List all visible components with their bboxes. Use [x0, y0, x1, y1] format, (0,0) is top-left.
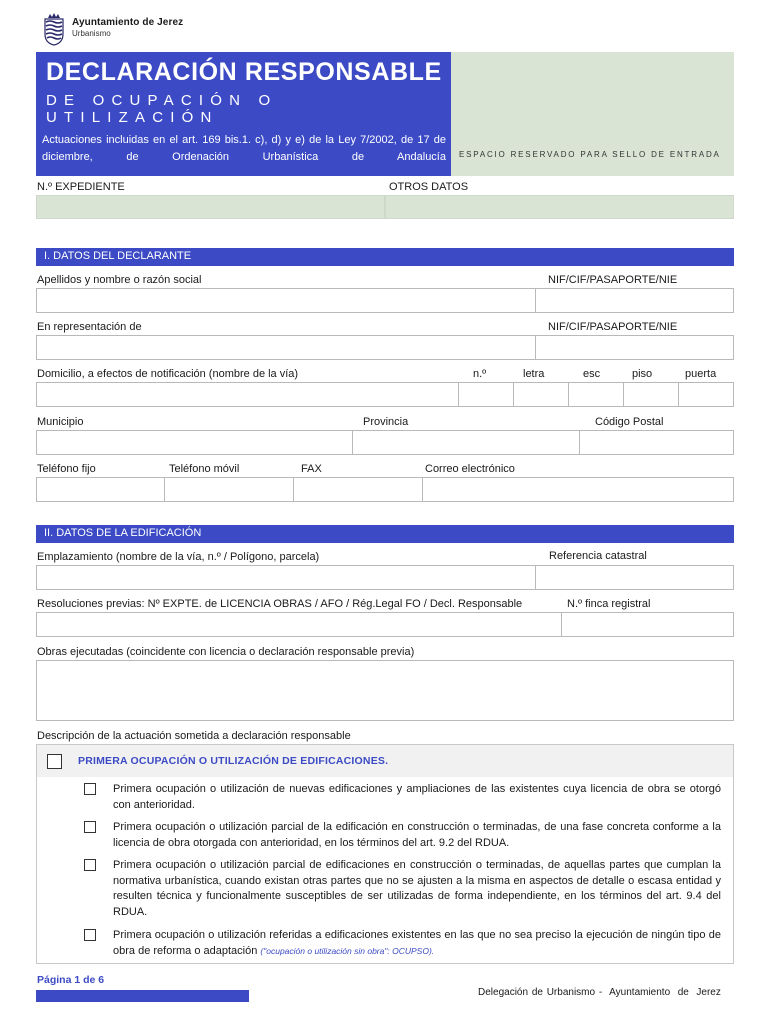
page-number: Página 1 de 6: [37, 974, 105, 986]
option-4-main: Primera ocupación o utilización referidas a edificaciones existentes en las que no sea preciso la ejecución de ningún tipo de obra de reforma o adaptación: [113, 929, 721, 957]
stamp-label: ESPACIO RESERVADO PARA SELLO DE ENTRADA: [459, 150, 721, 159]
entry-stamp-area: [451, 52, 734, 176]
option-2-text: Primera ocupación o utilización parcial de la edificación en construcción o terminadas, de una fase concreta conforme a la licencia de obra otorgada con anterioridad, en los términos del art. 9.2 del RDUA.: [113, 821, 721, 849]
telefono-fijo-field[interactable]: [36, 477, 165, 502]
letra-label: letra: [523, 368, 545, 380]
expediente-label: N.º EXPEDIENTE: [37, 181, 125, 193]
letra-field[interactable]: [513, 382, 569, 407]
section-declarante-header: I. DATOS DEL DECLARANTE: [36, 248, 734, 266]
nif-label: NIF/CIF/PASAPORTE/NIE: [548, 274, 678, 286]
escalera-label: esc: [583, 368, 601, 380]
codigo-postal-label: Código Postal: [595, 416, 664, 428]
resoluciones-field[interactable]: [36, 612, 562, 637]
puerta-field[interactable]: [678, 382, 734, 407]
referencia-catastral-label: Referencia catastral: [549, 550, 647, 562]
correo-field[interactable]: [422, 477, 734, 502]
puerta-label: puerta: [685, 368, 717, 380]
expediente-field[interactable]: [36, 195, 385, 219]
municipio-field[interactable]: [36, 430, 353, 455]
obras-label: Obras ejecutadas (coincidente con licencia o declaración responsable previa): [37, 646, 415, 658]
footer-bar: [36, 990, 249, 1002]
option-3-checkbox[interactable]: [84, 859, 96, 871]
municipio-label: Municipio: [37, 416, 84, 428]
option-2-checkbox[interactable]: [84, 821, 96, 833]
domicilio-field[interactable]: [36, 382, 459, 407]
option-4-note: ("ocupación o utilización sin obra": OCUPSO).: [260, 945, 435, 956]
numero-label: n.º: [473, 368, 487, 380]
org-name: Ayuntamiento de Jerez: [72, 17, 184, 28]
option-4-text: [113, 928, 721, 959]
option-4-checkbox[interactable]: [84, 929, 96, 941]
option-1-text: Primera ocupación o utilización de nuevas edificaciones y ampliaciones de las existentes cuya licencia de obra se otorgó con anterioridad.: [113, 783, 721, 811]
referencia-catastral-field[interactable]: [535, 565, 734, 590]
primera-ocupacion-checkbox[interactable]: [47, 754, 62, 769]
jerez-shield-icon: [42, 12, 66, 46]
otros-datos-field[interactable]: [385, 195, 734, 219]
provincia-field[interactable]: [352, 430, 580, 455]
piso-field[interactable]: [623, 382, 679, 407]
primera-ocupacion-title: PRIMERA OCUPACIÓN O UTILIZACIÓN DE EDIFICACIONES.: [78, 755, 389, 767]
legal-description: Actuaciones incluidas en el art. 169 bis.1. c), d) y e) de la Ley 7/2002, de 17 de diciembre, de Ordenación Urbanística de Andalucía: [42, 134, 446, 163]
section-edificacion-header: II. DATOS DE LA EDIFICACIÓN: [36, 525, 734, 543]
nif-representado-label: NIF/CIF/PASAPORTE/NIE: [548, 321, 678, 333]
fax-label: FAX: [301, 463, 322, 475]
obras-field[interactable]: [36, 660, 734, 721]
representacion-field[interactable]: [36, 335, 536, 360]
telefono-movil-label: Teléfono móvil: [169, 463, 240, 475]
resoluciones-label: Resoluciones previas: Nº EXPTE. de LICENCIA OBRAS / AFO / Rég.Legal FO / Decl. Responsable: [37, 598, 523, 610]
telefono-fijo-label: Teléfono fijo: [37, 463, 96, 475]
fax-field[interactable]: [293, 477, 423, 502]
emplazamiento-field[interactable]: [36, 565, 536, 590]
provincia-label: Provincia: [363, 416, 409, 428]
otros-datos-label: OTROS DATOS: [389, 181, 469, 193]
codigo-postal-field[interactable]: [579, 430, 734, 455]
option-3-text: Primera ocupación o utilización parcial de edificaciones en construcción o terminadas, de aquellas partes que cumplan la normativa urbanística, cuando existan otras partes que no se ajusten a la misma en aspectos de detalle o escasa entidad y resulten técnica y funcionalmente susceptibles de ser utilizadas de forma independiente, en los términos del art. 9.4 del RDUA.: [113, 859, 721, 918]
form-subtitle: DE OCUPACIÓN O UTILIZACIÓN: [46, 92, 278, 126]
finca-registral-field[interactable]: [561, 612, 734, 637]
org-subtitle: Urbanismo: [72, 29, 111, 38]
nif-field[interactable]: [535, 288, 734, 313]
title-banner: [36, 52, 451, 176]
finca-registral-label: N.º finca registral: [567, 598, 651, 610]
escalera-field[interactable]: [568, 382, 624, 407]
apellidos-label: Apellidos y nombre o razón social: [37, 274, 202, 286]
representacion-label: En representación de: [37, 321, 142, 333]
nif-representado-field[interactable]: [535, 335, 734, 360]
option-1-checkbox[interactable]: [84, 783, 96, 795]
piso-label: piso: [632, 368, 653, 380]
emplazamiento-label: Emplazamiento (nombre de la vía, n.º / Polígono, parcela): [37, 551, 320, 563]
descripcion-label: Descripción de la actuación sometida a declaración responsable: [37, 730, 351, 742]
apellidos-field[interactable]: [36, 288, 536, 313]
domicilio-label: Domicilio, a efectos de notificación (nombre de la vía): [37, 368, 299, 380]
numero-field[interactable]: [458, 382, 514, 407]
form-title: DECLARACIÓN RESPONSABLE: [46, 58, 442, 86]
correo-label: Correo electrónico: [425, 463, 515, 475]
telefono-movil-field[interactable]: [164, 477, 294, 502]
footer-text: Delegación de Urbanismo - Ayuntamiento de Jerez: [478, 987, 721, 998]
